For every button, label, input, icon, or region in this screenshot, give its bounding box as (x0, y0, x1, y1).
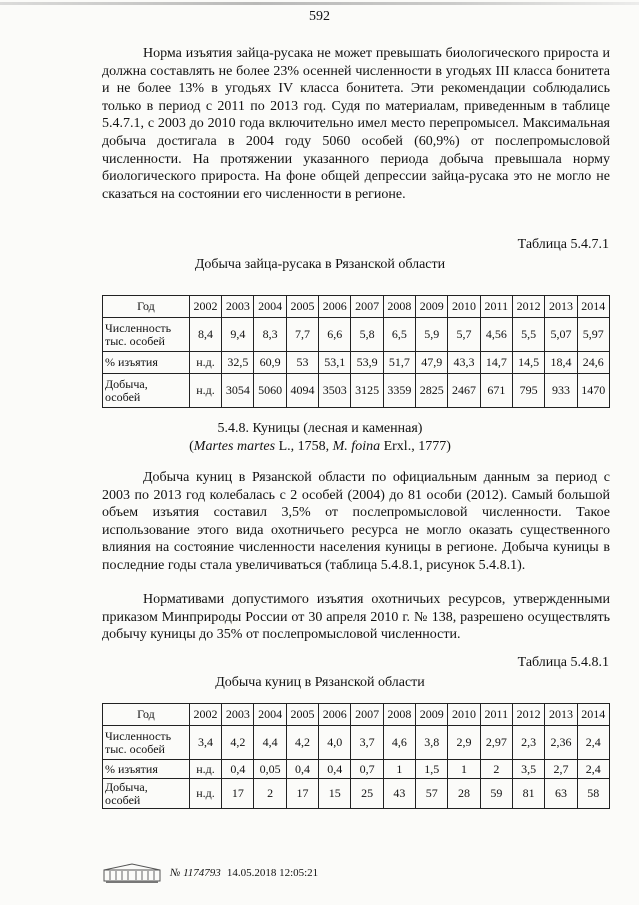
table-cell: н.д. (189, 374, 221, 408)
header-year: 2006 (319, 704, 351, 726)
table-cell: 17 (286, 779, 318, 809)
table-row (103, 726, 610, 760)
table-cell: 0,4 (286, 760, 318, 779)
table2-caption: Добыча куниц в Рязанской области (215, 675, 425, 690)
table-cell: 3503 (319, 374, 351, 408)
paragraph-marten-1: Добыча куниц в Рязанской области по официальным данным за период с 2003 по 2013 год колебалась с 2 особей (2004) до 81 особи (2012). Самый большой объем изъятия составил 3,5% от послепромысловой численности. Такое использование этого вида охотничьего ресурса не могло оказать существенного влияния на состояние численности населения куницы в регионе. Добыча куницы в последние годы стала увеличиваться (таблица 5.4.8.1, рисунок 5.4.8.1). (102, 470, 610, 573)
table-cell: 0,4 (222, 760, 254, 779)
table-cell: 2,3 (512, 726, 544, 760)
header-year: 2011 (480, 296, 512, 318)
header-year: 2014 (577, 704, 609, 726)
table-cell: 5,8 (351, 318, 383, 352)
table-cell: 18,4 (545, 352, 577, 374)
table-cell: 5,97 (577, 318, 609, 352)
table-cell: 4,0 (319, 726, 351, 760)
table-cell: 2 (480, 760, 512, 779)
table-cell: 63 (545, 779, 577, 809)
table-cell: н.д. (189, 760, 221, 779)
row-label (103, 726, 190, 760)
row-label (103, 760, 190, 779)
table-cell: 25 (351, 779, 383, 809)
header-year: 2008 (383, 704, 415, 726)
table1-number: Таблица 5.4.7.1 (517, 237, 609, 252)
table-cell: 32,5 (222, 352, 254, 374)
page-number: 592 (309, 9, 330, 24)
table-cell: 2,4 (577, 726, 609, 760)
header-year: 2003 (222, 296, 254, 318)
header-year: 2007 (351, 704, 383, 726)
row-label-line: Добыча, (105, 779, 148, 794)
table-cell: 1470 (577, 374, 609, 408)
table-cell: 15 (319, 779, 351, 809)
table-cell: 671 (480, 374, 512, 408)
table-cell: 53,1 (319, 352, 351, 374)
header-year-label: Год (103, 704, 190, 726)
header-year-label: Год (103, 296, 190, 318)
hare-harvest-table (102, 295, 610, 408)
table-cell: 0,7 (351, 760, 383, 779)
footer (102, 862, 318, 884)
table-cell: 3125 (351, 374, 383, 408)
table-cell: 4,2 (222, 726, 254, 760)
table-cell: 8,3 (254, 318, 286, 352)
row-label-line: особей (105, 389, 141, 404)
table-cell: 4,4 (254, 726, 286, 760)
row-label (103, 779, 190, 809)
header-year: 2004 (254, 296, 286, 318)
header-year: 2008 (383, 296, 415, 318)
species-author-2: Erxl., 1777) (380, 439, 451, 454)
header-year: 2010 (448, 296, 480, 318)
table-cell: 2 (254, 779, 286, 809)
table-cell: 14,7 (480, 352, 512, 374)
species-martes-foina: M. foina (332, 439, 381, 454)
header-year: 2012 (512, 704, 544, 726)
table-cell: 58 (577, 779, 609, 809)
table-row (103, 352, 610, 374)
table-cell: 7,7 (286, 318, 318, 352)
header-year: 2004 (254, 704, 286, 726)
table-cell: 60,9 (254, 352, 286, 374)
table-cell: 51,7 (383, 352, 415, 374)
paragraph-hare: Норма изъятия зайца-русака не может превышать биологического прироста и должна составлять не более 23% осенней численности в угодьях III класса бонитета и не более 13% в угодьях IV класса бонитета. Эти рекомендации соблюдались только в период с 2011 по 2013 год. Судя по материалам, приведенным в таблице 5.4.7.1, с 2003 до 2010 года включительно имел место перепромысел. Максимальная добыча достигала в 2004 году 5060 особей (60,9%) от послепромысловой численности. На протяжении указанного периода добыча превышала норму биологического прироста. На фоне общей депрессии зайца-русака это не могло не сказаться на состоянии его численности в регионе. (102, 46, 610, 202)
table-cell: 1 (448, 760, 480, 779)
species-martes-martes: Martes martes (193, 439, 276, 454)
table-cell: 2,7 (545, 760, 577, 779)
row-label-line: Численность (105, 728, 172, 743)
table2-number: Таблица 5.4.8.1 (517, 655, 609, 670)
table-cell: 0,05 (254, 760, 286, 779)
table-row (103, 374, 610, 408)
table-cell: 9,4 (222, 318, 254, 352)
header-year: 2013 (545, 296, 577, 318)
doc-timestamp: 14.05.2018 12:05:21 (226, 867, 319, 879)
paragraph-marten-2: Нормативами допустимого изъятия охотничьих ресурсов, утвержденными приказом Минприроды России от 30 апреля 2010 г. № 138, разрешено осуществлять добычу куницы до 35% от послепромысловой численности. (102, 592, 610, 643)
header-year: 2014 (577, 296, 609, 318)
sci-open: ( (189, 439, 194, 454)
table-cell: 3054 (222, 374, 254, 408)
header-year: 2011 (480, 704, 512, 726)
table-cell: 3,4 (189, 726, 221, 760)
table-cell: 14,5 (512, 352, 544, 374)
section-title: 5.4.8. Куницы (лесная и каменная) (217, 421, 423, 436)
table-cell: 3,7 (351, 726, 383, 760)
table-cell: 24,6 (577, 352, 609, 374)
table-cell: 933 (545, 374, 577, 408)
scan-edge (0, 2, 639, 5)
header-year: 2005 (286, 296, 318, 318)
table-cell: 5,5 (512, 318, 544, 352)
table-cell: 6,6 (319, 318, 351, 352)
table-cell: 4094 (286, 374, 318, 408)
header-year: 2002 (189, 296, 221, 318)
row-label-line: Численность (105, 320, 172, 335)
table-cell: 5060 (254, 374, 286, 408)
table-cell: 8,4 (189, 318, 221, 352)
table-cell: 0,4 (319, 760, 351, 779)
table-row (103, 760, 610, 779)
header-year: 2002 (189, 704, 221, 726)
row-label-line: Добыча, (105, 376, 148, 391)
table-cell: 43 (383, 779, 415, 809)
table-cell: 2,9 (448, 726, 480, 760)
header-year: 2009 (416, 704, 448, 726)
table-cell: 3359 (383, 374, 415, 408)
table-cell: 795 (512, 374, 544, 408)
table-cell: 5,7 (448, 318, 480, 352)
table-cell: 59 (480, 779, 512, 809)
header-year: 2007 (351, 296, 383, 318)
table-cell: 43,3 (448, 352, 480, 374)
header-year: 2012 (512, 296, 544, 318)
row-label-line: % изъятия (105, 761, 158, 776)
table1-caption: Добыча зайца-русака в Рязанской области (194, 257, 446, 272)
table-cell: 53,9 (351, 352, 383, 374)
header-year: 2009 (416, 296, 448, 318)
table-cell: 81 (512, 779, 544, 809)
table-cell: н.д. (189, 779, 221, 809)
header-year: 2003 (222, 704, 254, 726)
table-cell: 3,8 (416, 726, 448, 760)
table-cell: 2825 (416, 374, 448, 408)
section-species (80, 439, 560, 455)
row-label-line: тыс. особей (105, 333, 165, 348)
building-logo-icon (102, 862, 162, 884)
row-label-line: особей (105, 792, 141, 807)
table-cell: 57 (416, 779, 448, 809)
row-label (103, 352, 190, 374)
marten-harvest-table (102, 703, 610, 809)
table-cell: 5,9 (416, 318, 448, 352)
header-year: 2013 (545, 704, 577, 726)
row-label-line: % изъятия (105, 355, 158, 369)
table-header-row (103, 704, 610, 726)
table-cell: 1,5 (416, 760, 448, 779)
table-cell: 47,9 (416, 352, 448, 374)
table-cell: 5,07 (545, 318, 577, 352)
table-cell: 3,5 (512, 760, 544, 779)
table-cell: 6,5 (383, 318, 415, 352)
table-row (103, 779, 610, 809)
table-cell: 2,36 (545, 726, 577, 760)
header-year: 2006 (319, 296, 351, 318)
table-cell: н.д. (189, 352, 221, 374)
table-cell: 1 (383, 760, 415, 779)
table-cell: 2,4 (577, 760, 609, 779)
table-header-row (103, 296, 610, 318)
row-label (103, 318, 190, 352)
table-cell: 17 (222, 779, 254, 809)
row-label-line: тыс. особей (105, 741, 165, 756)
row-label (103, 374, 190, 408)
table-cell: 4,56 (480, 318, 512, 352)
table-cell: 2467 (448, 374, 480, 408)
table-cell: 28 (448, 779, 480, 809)
table-cell: 53 (286, 352, 318, 374)
table-cell: 2,97 (480, 726, 512, 760)
species-author-1: L., 1758, (275, 439, 333, 454)
doc-number: № 1174793 (170, 867, 221, 879)
table-cell: 4,6 (383, 726, 415, 760)
header-year: 2005 (286, 704, 318, 726)
table-cell: 4,2 (286, 726, 318, 760)
header-year: 2010 (448, 704, 480, 726)
table-row (103, 318, 610, 352)
